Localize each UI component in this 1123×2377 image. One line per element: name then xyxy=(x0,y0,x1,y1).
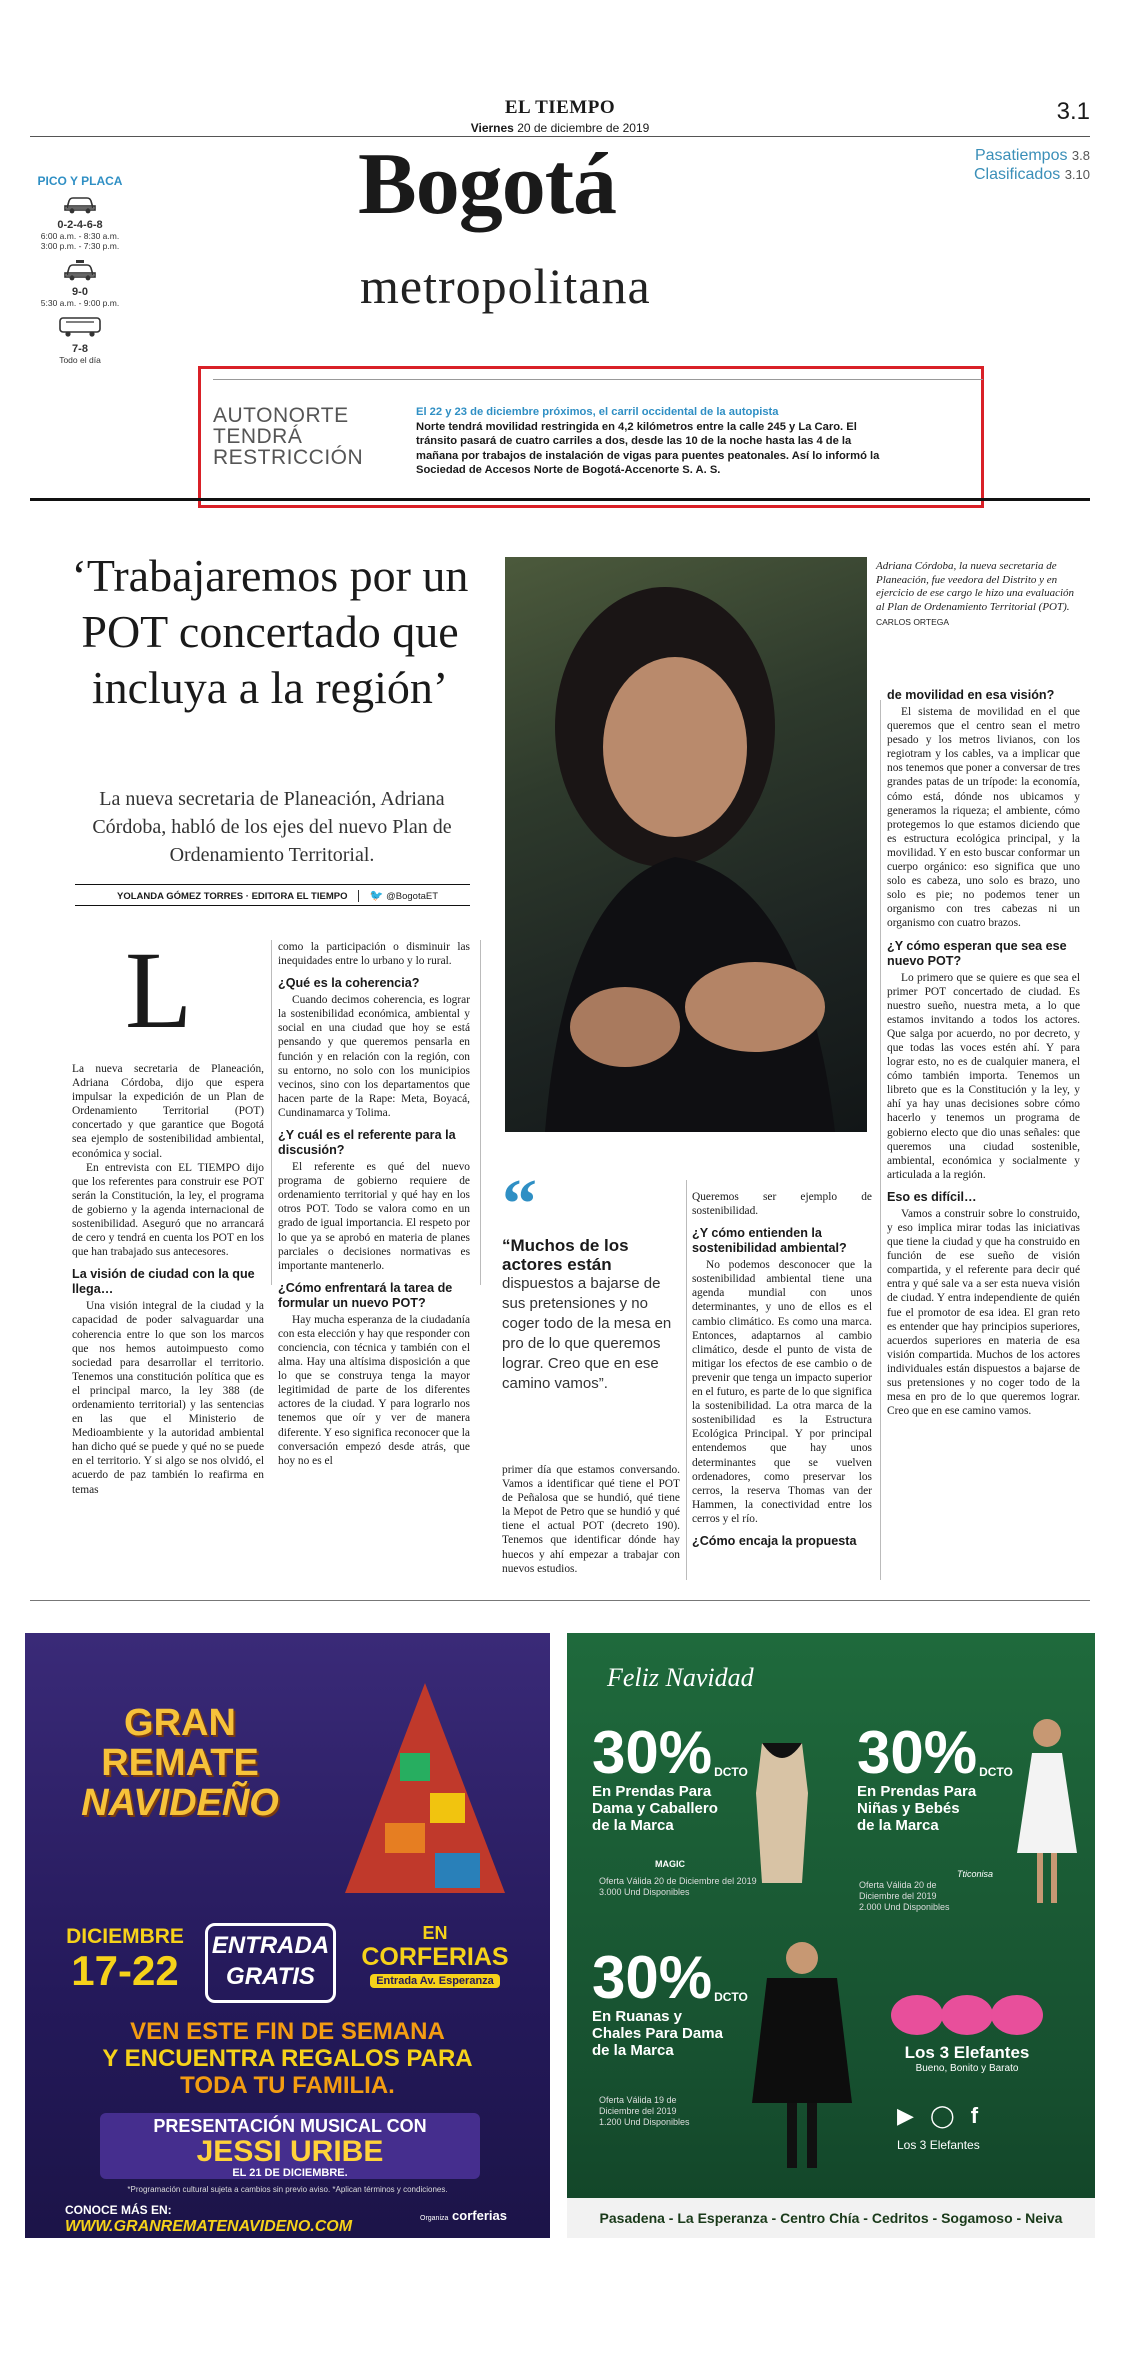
pico-placa-item xyxy=(30,259,130,308)
brief-text xyxy=(416,405,886,478)
interview-question: Eso es difícil… xyxy=(887,1189,977,1204)
paragraph: Queremos ser ejemplo de sostenibilidad. xyxy=(692,1191,872,1218)
offer-line: En Ruanas y xyxy=(592,2008,683,2025)
offer-valid-line: 3.000 Und Disponibles xyxy=(599,1887,690,1897)
brief-title xyxy=(213,405,363,468)
paragraph: La nueva secretaria de Planeación, Adriana Córdoba, dijo que espera impulsar la expedición de un Plan de Ordenamiento Territorial (POT) concertado y que garantice que Bogotá sea ejemplo de sostenibilidad ambiental, económica y social. xyxy=(72,1063,264,1160)
offer-block xyxy=(592,1719,762,1834)
youtube-icon[interactable]: ▶ xyxy=(897,2103,914,2128)
ad-header: Feliz Navidad xyxy=(607,1663,754,1692)
brief-title-line: RESTRICCIÓN xyxy=(213,446,364,469)
offer-percent: 30% xyxy=(592,1719,713,1786)
interview-question: ¿Cómo encaja la propuesta xyxy=(692,1533,857,1548)
pico-placa-time: 5:30 a.m. - 9:00 p.m. xyxy=(40,298,120,308)
offer-dcto: DCTO xyxy=(714,1990,748,2004)
offer-dcto: DCTO xyxy=(714,1765,748,1779)
index-label: Clasificados xyxy=(973,166,1061,183)
issue-date-day: Viernes xyxy=(470,121,514,135)
paragraph: Cuando decimos coherencia, es lograr la sostenibilidad económica, ambiental y social en una ciudad que hoy se está pensando y que queremos pensarla en función y en relación con la región, con su entorno, no solo con los municipios vecinos, sino con los departamentos que hacen parte de la Rape: Meta, Boyacá, Cundinamarca y Tolima. xyxy=(278,994,470,1119)
offer-line: Niñas y Bebés xyxy=(857,1800,960,1817)
offer-validity xyxy=(599,2095,690,2128)
article-photo xyxy=(505,557,867,1132)
ad-venue-entrance: Entrada Av. Esperanza xyxy=(370,1974,500,1988)
interview-question: ¿Cómo enfrentará la tarea de formular un nuevo POT? xyxy=(278,1280,453,1310)
offer-valid-line: 2.000 Und Disponibles xyxy=(859,1902,950,1912)
ad-title xyxy=(65,1703,295,1823)
interview-question: ¿Qué es la coherencia? xyxy=(278,976,420,991)
offer-valid-line: Diciembre del 2019 xyxy=(859,1891,937,1901)
pico-placa-item xyxy=(30,194,130,251)
ad-gran-remate[interactable] xyxy=(25,1633,550,2238)
taxi-icon xyxy=(63,259,97,281)
twitter-icon: 🐦 xyxy=(369,890,384,902)
interview-question: de movilidad en esa visión? xyxy=(887,688,1055,702)
brief-title-line: AUTONORTE xyxy=(213,404,349,427)
pull-quote-rest: dispuestos a bajarse de sus pretensiones y no coger todo de la mesa en pro de lo que queremos lograr. Creo que en ese camino vamos”. xyxy=(502,1275,672,1392)
store-locations: Pasadena - La Esperanza - Centro Chía - Cedritos - Sogamoso - Neiva xyxy=(567,2198,1095,2238)
brief-body: Norte tendrá movilidad restringida en 4,2 kilómetros entre la calle 245 y La Caro. El tránsito pasará de cuatro carriles a dos, desde las 10 de la noche hasta las 4 de la mañana por trabajos de instalación de vigas para puentes peatonales. Así lo informó la Sociedad de Accesos Norte de Bogotá-Accenorte S. A. S. xyxy=(416,420,880,476)
ad-entry-line: GRATIS xyxy=(226,1963,315,1990)
paragraph: No podemos desconocer que la sostenibilidad ambiental tiene una agenda mundial con unos determinantes, y uno de ellos es el cambio climático. Es como una marca. Entonces, adaptarnos al cambio climático, desde el punto de vista de mitigar los efectos de ese cambio o de prevenir que tenga un impacto superior en el futuro, es parte de lo que significa la sostenibilidad. La otra marca de la sostenibilidad es la Estructura Ecológica Principal. Y por principal entendemos que hay unos determinantes que se vuelven ordenadores, como preservar los cerros, la reserva Thomas van der Hammen, la conectividad entre los cerros y el río. xyxy=(692,1259,872,1525)
page-number: 3.1 xyxy=(1056,98,1090,125)
ad-more-label: CONOCE MÁS EN: xyxy=(65,2203,172,2217)
byline-author: YOLANDA GÓMEZ TORRES · EDITORA EL TIEMPO xyxy=(117,891,348,902)
issue-date-rest: 20 de diciembre de 2019 xyxy=(517,121,650,135)
pico-placa-time: 6:00 a.m. - 8:30 a.m. xyxy=(40,231,120,241)
pico-placa-time: 3:00 p.m. - 7:30 p.m. xyxy=(40,241,120,251)
article-deck: La nueva secretaria de Planeación, Adriana Córdoba, habló de los ejes del nuevo Plan de Ordenamiento Territorial. xyxy=(92,788,452,866)
index-page: 3.8 xyxy=(1071,148,1090,163)
article-column-3 xyxy=(502,1463,680,1576)
interview-question: ¿Y cómo esperan que sea ese nuevo POT? xyxy=(887,938,1067,968)
pull-quote-bold: “Muchos de los actores están xyxy=(502,1236,629,1274)
offer-block xyxy=(592,1944,762,2059)
pico-placa-title: PICO Y PLACA xyxy=(37,174,123,188)
ad-fineprint: *Programación cultural sujeta a cambios sin previo aviso. *Aplican términos y condiciones. xyxy=(127,2185,448,2194)
interview-question: La visión de ciudad con la que llega… xyxy=(72,1267,255,1297)
photo-credit: CARLOS ORTEGA xyxy=(876,617,950,627)
offer-percent: 30% xyxy=(592,1944,713,2011)
news-brief xyxy=(198,366,984,508)
ad-title-line: GRAN xyxy=(124,1702,236,1744)
article-headline: ‘Trabajaremos por un POT concertado que incluya a la región’ xyxy=(71,550,469,713)
offer-valid-line: 1.200 Und Disponibles xyxy=(599,2117,690,2127)
ad-venue xyxy=(345,1923,525,1989)
ad-url-link[interactable]: WWW.GRANREMATENAVIDENO.COM xyxy=(65,2218,353,2235)
offer-line: de la Marca xyxy=(857,1817,939,1834)
ad-show-artist: JESSI URIBE xyxy=(196,2135,384,2168)
garment-bodysuit xyxy=(742,1733,822,1883)
article-column-4 xyxy=(692,1190,872,1551)
offer-valid-line: Oferta Válida 20 de Diciembre del 2019 xyxy=(599,1876,757,1886)
paragraph: Una visión integral de la ciudad y la capacidad de poder salvaguardar una coherencia entre lo que son los marcos que nos hemos autoimpuesto como sociedad para desarrollar el territorio. Tenemos una constitución política que es el principal marco, la ley 388 (de ordenamiento territorial) y las sentencias en las que el Ministerio de Medioambiente y la autoridad ambiental han dicho qué se puede y qué no se puede en el territorio. Y si algo se nos olvidó, el acuerdo de paz también lo reafirma en temas xyxy=(72,1300,264,1496)
section-index xyxy=(900,146,1090,184)
ad-sponsor-prefix: Organiza xyxy=(420,2215,449,2222)
offer-line: En Prendas Para xyxy=(857,1783,977,1800)
quote-mark-icon: “ xyxy=(502,1166,537,1243)
ad-show-line: PRESENTACIÓN MUSICAL CON xyxy=(153,2116,427,2136)
index-item[interactable] xyxy=(900,146,1090,165)
ad-promo-line: Y ENCUENTRA REGALOS PARA xyxy=(102,2045,473,2072)
index-label: Pasatiempos xyxy=(974,147,1068,164)
article-column-5 xyxy=(887,688,1080,1418)
elephant-logo-icon xyxy=(887,1983,1047,2043)
pico-placa xyxy=(30,174,130,365)
issue-date xyxy=(430,121,690,135)
offer-percent: 30% xyxy=(857,1719,978,1786)
social-handle: Los 3 Elefantes xyxy=(897,2138,980,2152)
ad-show-date: EL 21 DE DICIEMBRE. xyxy=(232,2167,348,2179)
drop-cap: L xyxy=(125,929,193,1051)
offer-block xyxy=(857,1719,1027,1834)
brief-lead: El 22 y 23 de diciembre próximos, el carril occidental de la autopista xyxy=(416,406,779,418)
ad-sponsor xyxy=(420,2208,507,2223)
brief-title-line: TENDRÁ xyxy=(213,425,303,448)
offer-line: de la Marca xyxy=(592,1817,674,1834)
store-name: Los 3 Elefantes xyxy=(904,2043,1030,2062)
section-subtitle: metropolitana xyxy=(360,258,651,314)
portrait-figure xyxy=(505,557,867,1132)
paragraph: Hay mucha esperanza de la ciudadanía con esta elección y hay que responder con conciencia, con técnica y también con el alma. Hay una altísima disposición a que lo que se construya tenga la mayor legitimidad de parte de los diferentes actores de la ciudad. Y para lograrlo nos tenemos que oír y ver de manera diferente. Y eso significa reconocer que la conversación empezó desde atrás, que hoy no es el xyxy=(278,1313,470,1467)
gift-tree-illustration xyxy=(325,1673,525,1903)
interview-question: ¿Y cómo entienden la sostenibilidad ambiental? xyxy=(692,1226,847,1256)
ad-dates-range: 17-22 xyxy=(71,1947,179,1994)
paragraph: como la participación o disminuir las inequidades entre lo urbano y lo rural. xyxy=(278,941,470,968)
truck-icon xyxy=(58,316,102,338)
offer-line: Dama y Caballero xyxy=(592,1800,718,1817)
ruana-woman-figure xyxy=(747,1933,857,2173)
offer-dcto: DCTO xyxy=(979,1765,1013,1779)
ad-venue-prefix: EN xyxy=(422,1923,448,1943)
social-icons xyxy=(897,2103,978,2129)
pico-placa-time: Todo el día xyxy=(59,355,101,365)
article-column-2 xyxy=(278,940,470,1468)
paragraph: El referente es qué del nuevo programa de gobierno requiere de ordenamiento territorial y qué hay en los otros POT. Todo se valora como en un grado de igual importancia. El respeto por lo que ya se aprobó en materia de planes parciales o decisiones normativas es importante mantenerlo. xyxy=(278,1161,470,1272)
ad-promo xyxy=(45,2018,530,2099)
ad-promo-line: TODA TU FAMILIA. xyxy=(180,2072,395,2099)
caption-text: Adriana Córdoba, la nueva secretaria de Planeación, fue veedora del Distrito y en ejercicio de ese cargo le hizo una evaluación al Plan de Ordenamiento Territorial (POT). xyxy=(876,560,1075,613)
masthead xyxy=(0,0,1123,365)
girl-dress-figure xyxy=(1007,1713,1087,1913)
ad-promo-line: VEN ESTE FIN DE SEMANA xyxy=(130,2018,445,2045)
index-page: 3.10 xyxy=(1064,167,1090,182)
pico-placa-digits: 0-2-4-6-8 xyxy=(57,219,103,231)
store-tagline: Bueno, Bonito y Barato xyxy=(915,2063,1019,2074)
offer-line: de la Marca xyxy=(592,2042,674,2059)
offer-brand-mark: Tticonisa xyxy=(957,1869,994,1879)
ad-title-line: REMATE xyxy=(101,1742,259,1784)
ad-entry-line: ENTRADA xyxy=(211,1932,330,1959)
pull-quote xyxy=(502,1166,672,1394)
car-icon xyxy=(63,194,97,214)
offer-valid-line: Oferta Válida 20 de xyxy=(859,1880,937,1890)
instagram-icon[interactable]: ◯ xyxy=(930,2103,955,2128)
pico-placa-item xyxy=(30,316,130,365)
offer-line: En Prendas Para xyxy=(592,1783,712,1800)
byline-twitter[interactable]: @BogotaET xyxy=(386,891,439,902)
facebook-icon[interactable]: f xyxy=(970,2103,979,2128)
ad-entry-badge xyxy=(205,1923,336,2003)
offer-valid-line: Diciembre del 2019 xyxy=(599,2106,677,2116)
paragraph: primer día que estamos conversando. Vamos a identificar qué tiene el POT de Peñalosa que se hundió, qué tiene la Mepot de Petro que se hundió y qué tiene el actual POT (decreto 190). Tenemos que identificar dónde hay huecos y ahí empezar a trabajar con nuevos estudios. xyxy=(502,1464,680,1575)
article-byline xyxy=(75,889,470,902)
offer-validity xyxy=(599,1876,757,1898)
index-item[interactable] xyxy=(900,165,1090,184)
offer-valid-line: Oferta Válida 19 de xyxy=(599,2095,677,2105)
section-title: Bogotá xyxy=(358,136,616,233)
ad-title-line: NAVIDEÑO xyxy=(81,1782,279,1824)
offer-brand-mark: MAGIC xyxy=(655,1859,685,1869)
ad-venue-name: CORFERIAS xyxy=(361,1943,509,1971)
interview-question: ¿Y cuál es el referente para la discusión? xyxy=(278,1128,456,1158)
brand-name: EL TIEMPO xyxy=(504,97,616,118)
pico-placa-digits: 7-8 xyxy=(72,343,88,355)
ad-sponsor-name: corferias xyxy=(452,2208,507,2223)
offer-validity xyxy=(859,1880,950,1913)
paragraph: En entrevista con EL TIEMPO dijo que los referentes para construir ese POT serán la Constitución, la ley, el programa de gobierno y la agenda internacional de sostenibilidad. Aseguró que no arrancará de cero y tendrá en cuenta los POT en los que han trabajado sus antecesores. xyxy=(72,1161,264,1259)
ad-dates xyxy=(55,1925,195,1993)
ad-tres-elefantes[interactable] xyxy=(567,1633,1095,2238)
ad-dates-label: DICIEMBRE xyxy=(66,1925,184,1948)
paragraph: El sistema de movilidad en el que queremos que el centro sean el metro pesado y los metros livianos, con los regiotram y los cables, va a implicar que nos tenemos que poner a conversar de tres grandes patas de un trípode: la economía, cómo está, dónde nos ubicamos y generamos la riqueza; el ambiente, cómo protegemos lo que estamos diciendo que es estructura ecológica principal, y la movilidad. Y en esto buscar conformar un cuerpo orgánico: eso significa que uno solo es cabeza, uno solo es brazo, uno solo es pie; no podemos tener un organismo con tres cabezas ni un organismo con cuatro brazos. xyxy=(887,706,1080,930)
article-column-1 xyxy=(72,1062,264,1497)
paragraph: Vamos a construir sobre lo construido, y eso implica mirar todas las iniciativas que tiene la ciudad y que ha construido en función de ese sueño de visión compartida, y el referente para decir qué entra y qué sale va a ser esta nueva visión de ciudad. Y entra independiente de quién fue el promotor de esa idea. El gran reto es entender que hay principios superiores, acuerdos superiores en materia de esa visión compartida. Muchos de los actores individuales están dispuestos a bajarse de sus pretensiones y no coger todo de la mesa en pro de lo que queremos lograr. Creo que en ese camino vamos. xyxy=(887,1207,1080,1418)
pico-placa-digits: 9-0 xyxy=(72,286,88,298)
paragraph: Lo primero que se quiere es que sea el primer POT concertado de ciudad. Es nuestro sueño, nuestra meta, a lo que estamos invitando a todos los actores. Que salga por acuerdo, no por decreto, y que todas las voces estén ahí. Y para lograr esto, no es de cualquier manera, el cómo también importa. Tenemos un libreto que es la Constitución y la ley, y ahí ya hay unas decisiones sobre cómo hacerlo y tenemos un programa de gobierno electo que dio unas señales: que queremos una ciudad sostenible, ambiental, económica y socialmente y articulada a la región. xyxy=(887,971,1080,1181)
ad-show-panel xyxy=(100,2113,480,2179)
photo-caption xyxy=(876,560,1076,630)
offer-line: Chales Para Dama xyxy=(592,2025,723,2042)
